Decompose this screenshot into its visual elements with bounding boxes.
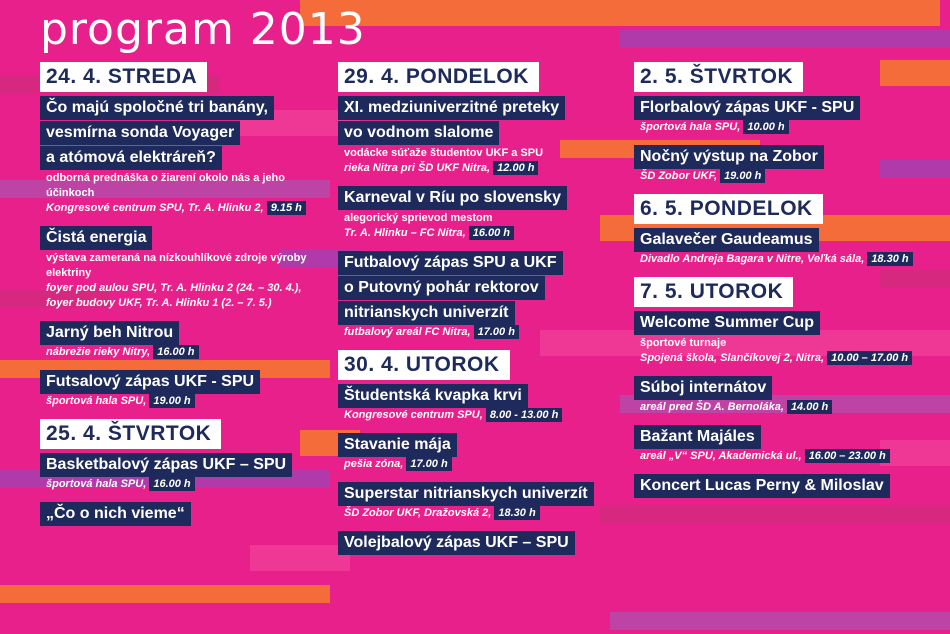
event-location-text: Spojená škola, Slančíkovej 2, Nitra, [640,352,825,364]
event-location [338,226,628,241]
event-location [338,457,628,472]
event-title: Florbalový zápas UKF - SPU [634,96,860,120]
event-time: 16.00 h [469,226,514,240]
event-title: Basketbalový zápas UKF – SPU [40,453,292,477]
event-title: vo vodnom slalome [338,121,499,145]
event-item [40,224,330,311]
event-location [634,169,930,184]
event-location-text: Divadlo Andreja Bagara v Nitre, Veľká sála, [640,253,865,265]
event-title: Welcome Summer Cup [634,311,820,335]
event-title: Stavanie mája [338,433,457,457]
event-time: 19.00 h [720,169,765,183]
event-title: Superstar nitrianskych univerzít [338,482,594,506]
event-location-text: športová hala SPU, [46,395,147,407]
event-time: 12.00 h [493,161,538,175]
event-location [40,477,330,492]
event-time: 17.00 h [406,457,451,471]
event-item [40,451,330,492]
event-item [634,94,930,135]
event-title: nitrianskych univerzít [338,301,515,325]
day-block [40,419,330,526]
event-item [634,472,930,498]
event-location [40,394,330,409]
event-item [338,431,628,472]
event-location-text: futbalový areál FC Nitra, [344,326,471,338]
day-heading: 29. 4. PONDELOK [338,62,539,92]
decorative-stripe [250,545,350,571]
event-title: Nočný výstup na Zobor [634,145,824,169]
event-title: Futbalový zápas SPU a UKF [338,251,563,275]
column-3 [634,62,930,508]
event-location-text: nábrežie rieky Nitry, [46,346,151,358]
event-title: XI. medziuniverzitné preteky [338,96,565,120]
event-title: „Čo o nich vieme“ [40,502,191,526]
event-location [634,351,930,366]
decorative-stripe [300,0,940,26]
event-location [338,408,628,423]
event-item [634,143,930,184]
page-title: program 2013 [40,4,366,55]
event-location [634,252,930,267]
event-time: 10.00 h [743,120,788,134]
event-time: 16.00 h [153,345,198,359]
event-item [40,368,330,409]
event-title: Koncert Lucas Perny & Miloslav [634,474,890,498]
event-location-text: Kongresové centrum SPU, Tr. A. Hlinku 2, [46,202,264,214]
event-title: Bažant Majáles [634,425,761,449]
decorative-stripe [610,612,950,630]
day-heading: 25. 4. ŠTVRTOK [40,419,221,449]
event-time: 16.00 h [149,477,194,491]
day-block [634,194,930,267]
day-heading: 7. 5. UTOROK [634,277,793,307]
event-title: o Putovný pohár rektorov [338,276,545,300]
event-location-text: areál pred ŠD A. Bernoláka, [640,401,784,413]
event-title: vesmírna sonda Voyager [40,121,240,145]
event-location-text: foyer pod aulou SPU, Tr. A. Hlinku 2 (24. – 30. 4.), foyer budovy UKF, Tr. A. Hlinku 1 (2. – 7. 5.) [46,282,302,309]
event-location [40,281,330,311]
event-title: Čistá energia [40,226,152,250]
event-title: Čo majú spoločné tri banány, [40,96,274,120]
event-title: a atómová elektráreň? [40,146,222,170]
event-title: Futsalový zápas UKF - SPU [40,370,260,394]
decorative-stripe [0,585,330,603]
event-location [40,201,330,216]
event-time: 10.00 – 17.00 h [827,351,912,365]
event-item [40,94,330,216]
event-location-text: Kongresové centrum SPU, [344,409,483,421]
day-block [40,62,330,409]
event-time: 16.00 – 23.00 h [805,449,890,463]
event-title: Študentská kvapka krvi [338,384,528,408]
event-location-text: športová hala SPU, [640,121,741,133]
day-block [634,277,930,498]
event-item [40,500,330,526]
event-item [338,529,628,555]
event-title: Karneval v Ríu po slovensky [338,186,567,210]
event-description: športové turnaje [640,337,727,349]
event-time: 14.00 h [787,400,832,414]
day-heading: 6. 5. PONDELOK [634,194,823,224]
event-location [634,400,930,415]
event-location-text: ŠD Zobor UKF, [640,170,717,182]
event-location [338,506,628,521]
event-title: Galavečer Gaudeamus [634,228,819,252]
event-item [338,480,628,521]
event-title: Volejbalový zápas UKF – SPU [338,531,575,555]
column-2 [338,62,628,565]
event-location [634,449,930,464]
day-heading: 30. 4. UTOROK [338,350,510,380]
event-location-text: areál „V“ SPU, Akademická ul., [640,450,802,462]
event-time: 8.00 - 13.00 h [486,408,563,422]
event-location-text: ŠD Zobor UKF, Dražovská 2, [344,507,492,519]
decorative-stripe [620,30,950,48]
event-location-text: pešia zóna, [344,458,404,470]
event-description: odborná prednáška o žiarení okolo nás a jeho účinkoch [46,172,285,199]
day-block [338,62,628,340]
event-title: Súboj internátov [634,376,772,400]
event-item [634,226,930,267]
event-time: 9.15 h [267,201,306,215]
event-item [338,249,628,340]
event-location [338,325,628,340]
event-description: výstava zameraná na nízkouhlíkové zdroje výroby elektriny [46,252,307,279]
event-item [634,309,930,366]
column-1 [40,62,330,536]
day-heading: 24. 4. STREDA [40,62,207,92]
event-time: 18.30 h [494,506,539,520]
event-item [634,423,930,464]
event-location-text: športová hala SPU, [46,478,147,490]
event-item [40,319,330,360]
day-heading: 2. 5. ŠTVRTOK [634,62,803,92]
event-location-text: rieka Nitra pri ŠD UKF Nitra, [344,162,491,174]
event-location-text: Tr. A. Hlinku – FC Nitra, [344,227,466,239]
event-description: alegorický sprievod mestom [344,212,493,224]
event-location [40,345,330,360]
event-item [634,374,930,415]
day-block [338,350,628,555]
event-description: vodácke súťaže študentov UKF a SPU [344,147,544,159]
event-item [338,184,628,241]
day-block [634,62,930,184]
event-time: 19.00 h [149,394,194,408]
event-item [338,94,628,176]
event-time: 17.00 h [474,325,519,339]
event-location [634,120,930,135]
event-location [338,161,628,176]
event-title: Jarný beh Nitrou [40,321,179,345]
event-item [338,382,628,423]
event-time: 18.30 h [867,252,912,266]
